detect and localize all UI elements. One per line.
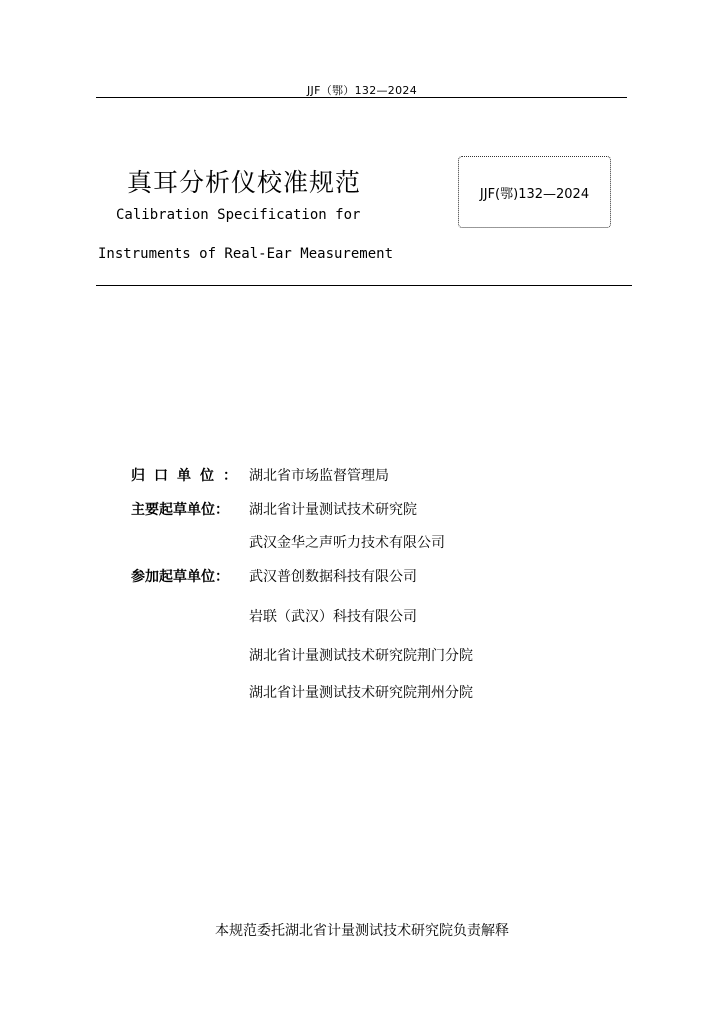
participating-drafting-unit-label: 参加起草单位： bbox=[131, 569, 229, 585]
responsible-unit-value: 湖北省市场监督管理局 bbox=[249, 468, 389, 484]
responsible-unit-label bbox=[131, 465, 247, 485]
participating-drafting-unit-item: 岩联（武汉）科技有限公司 bbox=[249, 609, 417, 625]
document-title-english-line1: Calibration Specification for bbox=[116, 207, 361, 223]
responsible-unit-label-text: 归口单位 bbox=[131, 468, 223, 484]
main-drafting-unit-label: 主要起草单位： bbox=[131, 502, 229, 518]
header-document-code: JJF（鄂）132—2024 bbox=[306, 84, 417, 97]
participating-drafting-unit-item: 湖北省计量测试技术研究院荆门分院 bbox=[249, 648, 473, 664]
document-title-english-line2: Instruments of Real-Ear Measurement bbox=[98, 246, 394, 262]
participating-drafting-unit-item: 武汉普创数据科技有限公司 bbox=[249, 569, 417, 585]
interpretation-note: 本规范委托湖北省计量测试技术研究院负责解释 bbox=[215, 923, 509, 939]
document-code-box-text: JJF(鄂)132—2024 bbox=[479, 187, 590, 202]
header-divider bbox=[96, 97, 627, 98]
main-drafting-unit-item: 湖北省计量测试技术研究院 bbox=[249, 502, 417, 518]
document-title-chinese: 真耳分析仪校准规范 bbox=[126, 168, 361, 197]
responsible-unit-label-colon: ： bbox=[223, 468, 237, 484]
main-drafting-unit-item: 武汉金华之声听力技术有限公司 bbox=[249, 535, 445, 551]
title-divider bbox=[96, 285, 632, 286]
participating-drafting-unit-item: 湖北省计量测试技术研究院荆州分院 bbox=[249, 685, 473, 701]
